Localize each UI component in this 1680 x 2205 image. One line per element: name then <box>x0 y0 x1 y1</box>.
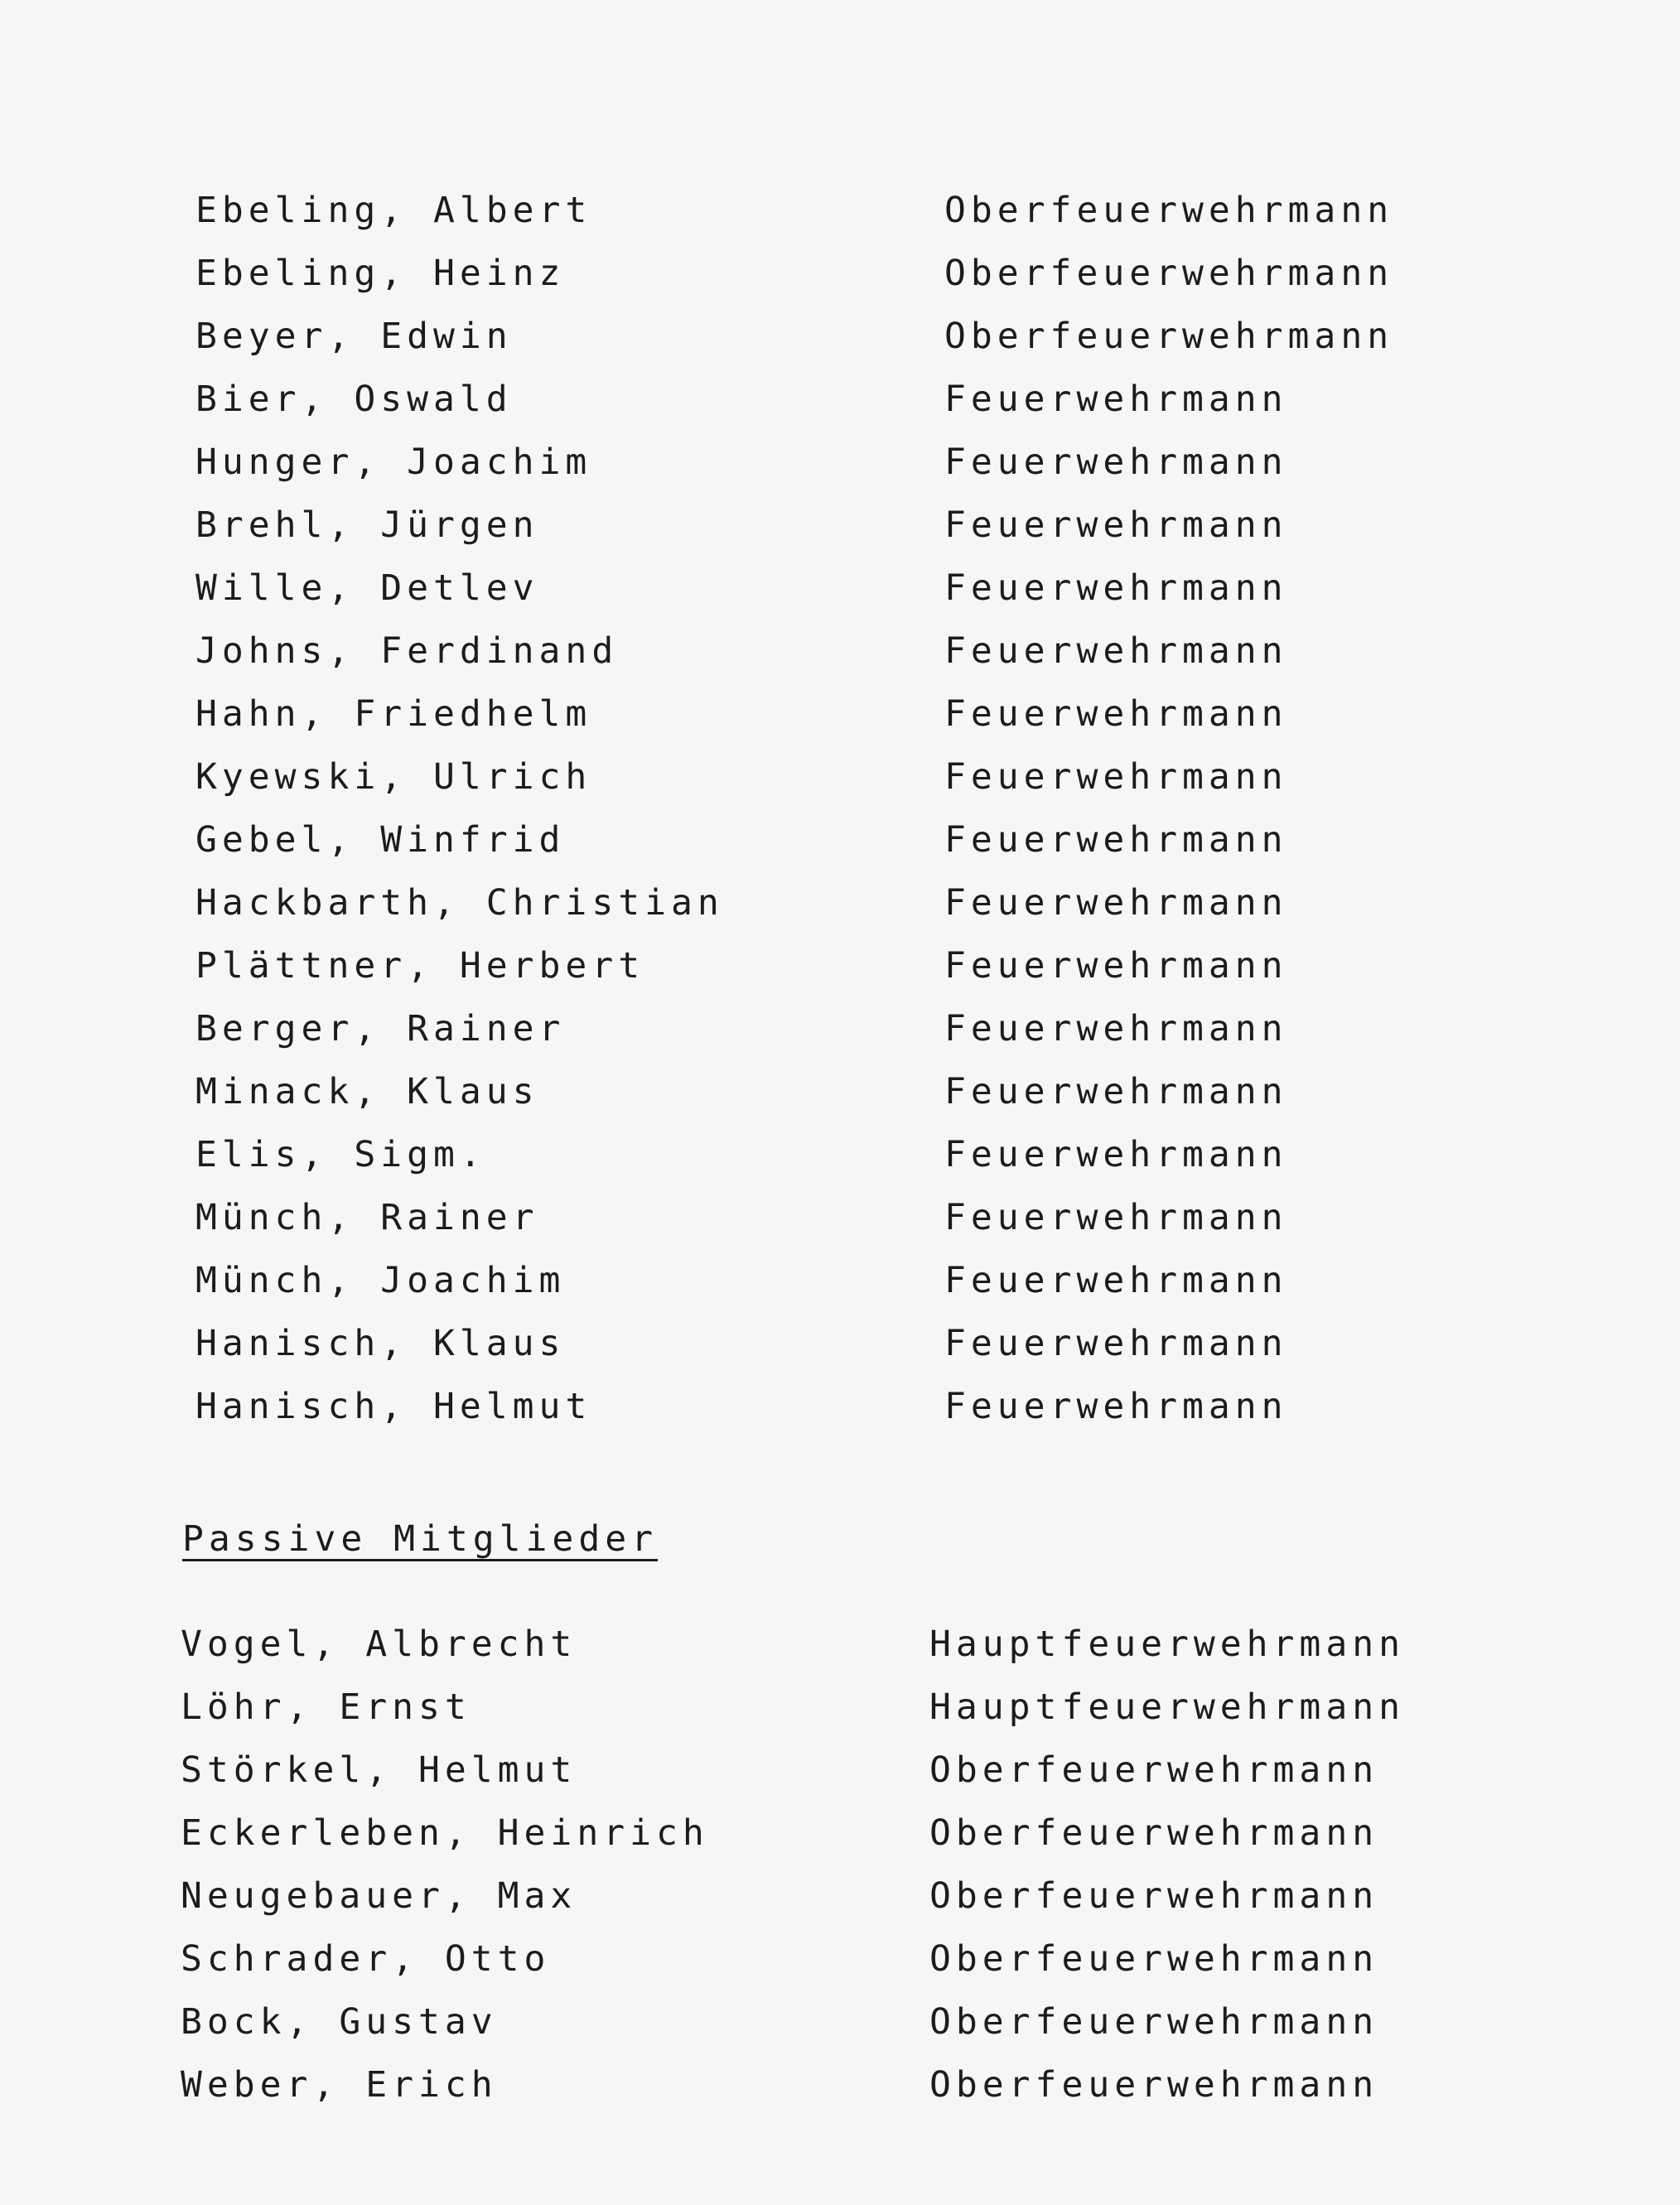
member-row <box>0 1618 1680 1681</box>
member-rank: Feuerwehrmann <box>944 1008 1288 1049</box>
member-row <box>0 1807 1680 1870</box>
member-rank: Feuerwehrmann <box>944 1197 1288 1238</box>
member-row <box>0 373 1680 436</box>
member-name: Eckerleben, Heinrich <box>181 1812 709 1854</box>
member-row <box>0 1128 1680 1191</box>
member-row <box>0 499 1680 562</box>
member-rank: Feuerwehrmann <box>944 693 1288 735</box>
member-row <box>0 1870 1680 1932</box>
member-name: Johns, Ferdinand <box>196 630 619 672</box>
member-rank: Oberfeuerwehrmann <box>929 2001 1379 2043</box>
member-row <box>0 813 1680 876</box>
member-name: Plättner, Herbert <box>196 945 645 987</box>
member-row <box>0 1065 1680 1128</box>
member-name: Weber, Erich <box>181 2064 498 2106</box>
member-rank: Feuerwehrmann <box>944 945 1288 987</box>
member-name: Wille, Detlev <box>196 567 539 609</box>
member-row <box>0 1254 1680 1317</box>
member-rank: Feuerwehrmann <box>944 379 1288 420</box>
member-name: Vogel, Albrecht <box>181 1624 577 1665</box>
member-row <box>0 562 1680 625</box>
member-rank: Oberfeuerwehrmann <box>929 1938 1379 1980</box>
member-rank: Oberfeuerwehrmann <box>944 190 1394 231</box>
member-row <box>0 1744 1680 1807</box>
member-rank: Feuerwehrmann <box>944 756 1288 798</box>
member-name: Gebel, Winfrid <box>196 819 566 861</box>
member-row <box>0 1191 1680 1254</box>
member-name: Ebeling, Heinz <box>196 253 566 294</box>
member-rank: Feuerwehrmann <box>944 504 1288 546</box>
member-row <box>0 310 1680 373</box>
member-rank: Oberfeuerwehrmann <box>929 1749 1379 1791</box>
member-rank: Feuerwehrmann <box>944 1134 1288 1175</box>
member-rank: Feuerwehrmann <box>944 1323 1288 1364</box>
member-rank: Oberfeuerwehrmann <box>929 2064 1379 2106</box>
member-rank: Feuerwehrmann <box>944 567 1288 609</box>
member-name: Bock, Gustav <box>181 2001 498 2043</box>
member-name: Ebeling, Albert <box>196 190 592 231</box>
member-name: Beyer, Edwin <box>196 316 513 357</box>
member-rank: Oberfeuerwehrmann <box>929 1875 1379 1917</box>
member-name: Kyewski, Ulrich <box>196 756 592 798</box>
member-rank: Feuerwehrmann <box>944 441 1288 483</box>
member-name: Elis, Sigm. <box>196 1134 486 1175</box>
member-row <box>0 939 1680 1002</box>
member-name: Hahn, Friedhelm <box>196 693 592 735</box>
member-rank: Feuerwehrmann <box>944 1386 1288 1427</box>
active-members-list <box>0 184 1680 1443</box>
member-row <box>0 1002 1680 1065</box>
member-row <box>0 2058 1680 2121</box>
member-name: Bier, Oswald <box>196 379 513 420</box>
member-name: Neugebauer, Max <box>181 1875 577 1917</box>
member-row <box>0 247 1680 310</box>
member-rank: Oberfeuerwehrmann <box>944 253 1394 294</box>
member-name: Hackbarth, Christian <box>196 882 724 924</box>
member-name: Störkel, Helmut <box>181 1749 577 1791</box>
member-name: Minack, Klaus <box>196 1071 539 1112</box>
member-rank: Feuerwehrmann <box>944 882 1288 924</box>
member-name: Hunger, Joachim <box>196 441 592 483</box>
member-rank: Feuerwehrmann <box>944 1071 1288 1112</box>
member-name: Löhr, Ernst <box>181 1686 471 1728</box>
member-row <box>0 1317 1680 1380</box>
member-name: Münch, Joachim <box>196 1260 566 1301</box>
member-rank: Feuerwehrmann <box>944 630 1288 672</box>
member-rank: Oberfeuerwehrmann <box>929 1812 1379 1854</box>
member-name: Hanisch, Klaus <box>196 1323 566 1364</box>
member-row <box>0 184 1680 247</box>
member-rank: Feuerwehrmann <box>944 1260 1288 1301</box>
passive-members-heading: Passive Mitglieder <box>182 1518 658 1560</box>
member-row <box>0 688 1680 750</box>
member-row <box>0 1380 1680 1443</box>
member-row <box>0 750 1680 813</box>
member-name: Schrader, Otto <box>181 1938 551 1980</box>
member-rank: Feuerwehrmann <box>944 819 1288 861</box>
member-row <box>0 436 1680 499</box>
member-row <box>0 1681 1680 1744</box>
passive-members-list <box>0 1618 1680 2121</box>
member-name: Münch, Rainer <box>196 1197 539 1238</box>
member-row <box>0 625 1680 688</box>
member-row <box>0 1995 1680 2058</box>
member-row <box>0 876 1680 939</box>
member-rank: Hauptfeuerwehrmann <box>929 1624 1405 1665</box>
member-rank: Hauptfeuerwehrmann <box>929 1686 1405 1728</box>
member-name: Berger, Rainer <box>196 1008 566 1049</box>
member-name: Hanisch, Helmut <box>196 1386 592 1427</box>
member-row <box>0 1932 1680 1995</box>
member-name: Brehl, Jürgen <box>196 504 539 546</box>
member-rank: Oberfeuerwehrmann <box>944 316 1394 357</box>
